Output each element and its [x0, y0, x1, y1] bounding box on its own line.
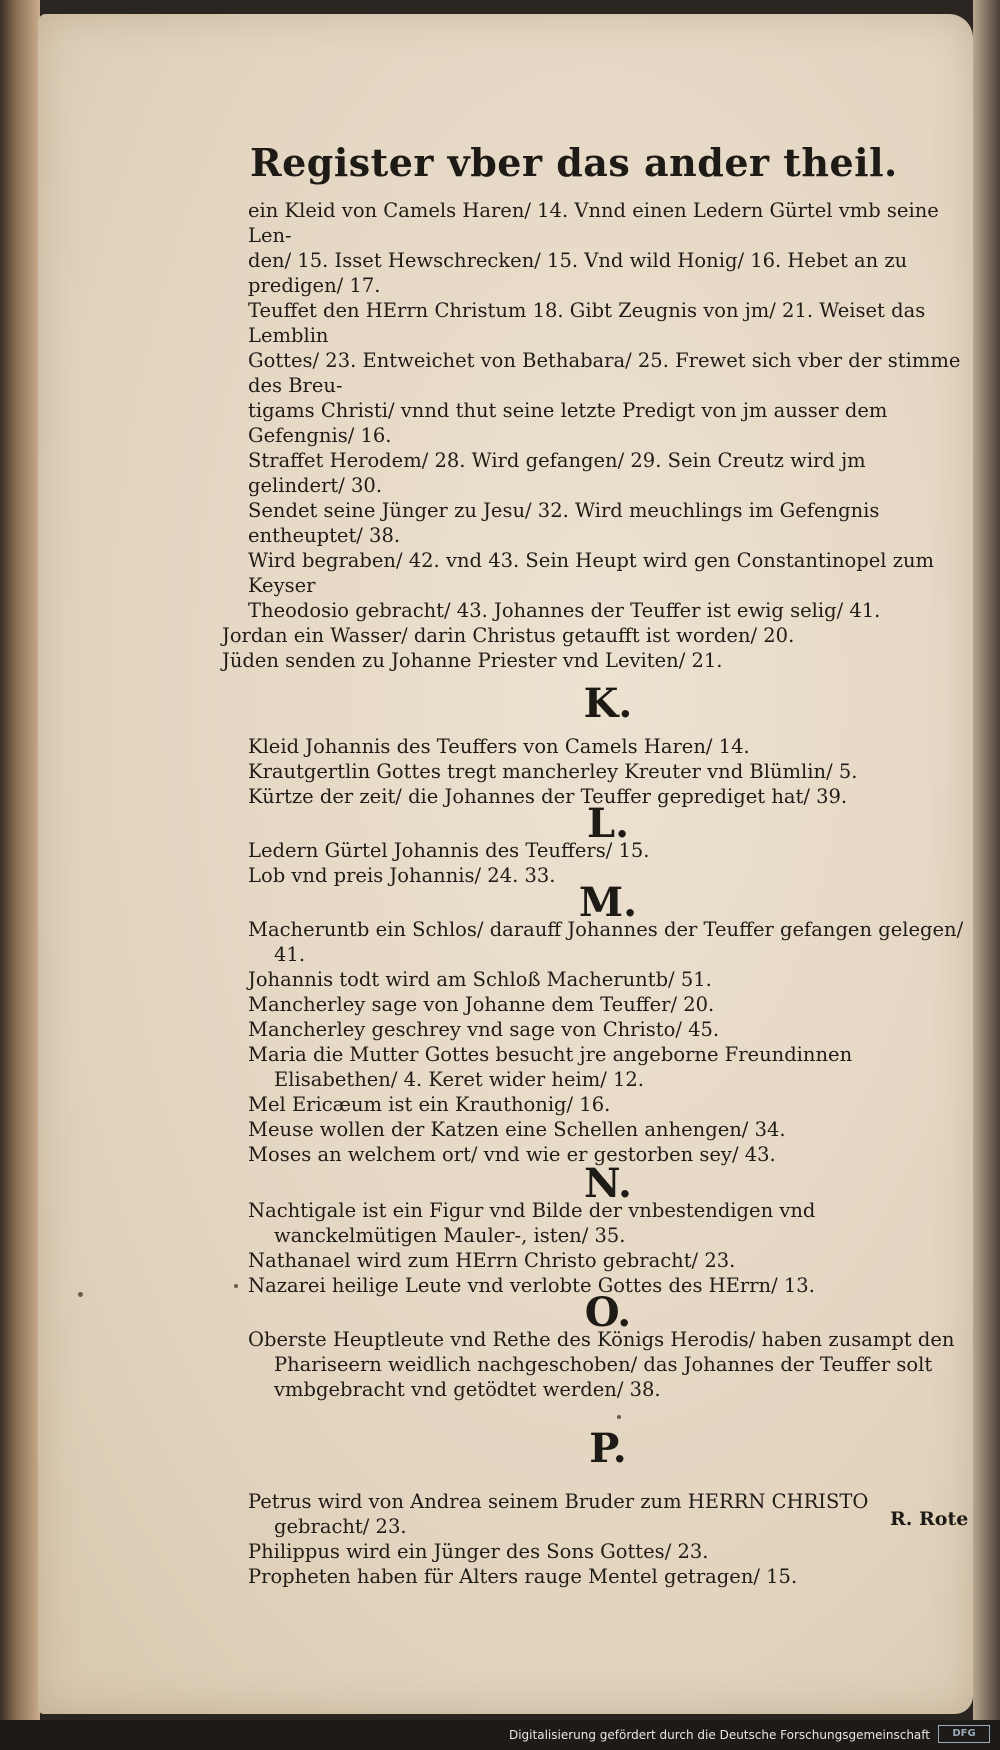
dfg-logo: DFG [938, 1725, 990, 1743]
register-entry: Mancherley geschrey vnd sage von Christo/ 45. [248, 1018, 720, 1041]
register-entry: Maria die Mutter Gottes besucht jre angeborne Freundinnen Elisabethen/ 4. Keret wider heim/ 12. [248, 1043, 853, 1091]
register-entry: Jüden senden zu Johanne Priester vnd Leviten/ 21. [222, 649, 723, 672]
continuation-line: den/ 15. Isset Hewschrecken/ 15. Vnd wild Honig/ 16. Hebet an zu predigen/ 17. [248, 249, 908, 297]
register-entry: Mancherley sage von Johanne dem Teuffer/ 20. [248, 993, 715, 1016]
continuation-line: Wird begraben/ 42. vnd 43. Sein Heupt wird gen Constantinopel zum Keyser [248, 549, 935, 597]
continuation-block [248, 198, 968, 623]
catchword: R. Rote [890, 1508, 969, 1530]
register-entry: Nazarei heilige Leute vnd verlobte Gottes des HErrn/ 13. [248, 1274, 815, 1297]
register-entry: Kleid Johannis des Teuffers von Camels Haren/ 14. [248, 735, 750, 758]
register-entry: Jordan ein Wasser/ darin Christus getaufft ist worden/ 20. [222, 624, 795, 647]
continuation-line: Teuffet den HErrn Christum 18. Gibt Zeugnis von jm/ 21. Weiset das Lemblin [248, 299, 926, 347]
continuation-line: tigams Christi/ vnnd thut seine letzte Predigt von jm ausser dem Gefengnis/ 16. [248, 399, 888, 447]
register-entry: Ledern Gürtel Johannis des Teuffers/ 15. [248, 839, 650, 862]
page-title: Register vber das ander theil. [250, 140, 898, 185]
register-entry: Nathanael wird zum HErrn Christo gebracht/ 23. [248, 1249, 736, 1272]
section-letter: O. [584, 1289, 632, 1336]
register-entry: Moses an welchem ort/ vnd wie er gestorben sey/ 43. [248, 1143, 776, 1166]
register-body [222, 198, 968, 1589]
section-letter: K. [583, 680, 633, 727]
continuation-line: ein Kleid von Camels Haren/ 14. Vnnd einen Ledern Gürtel vmb seine Len- [248, 199, 939, 247]
page-right-edge [973, 0, 1000, 1750]
section-letter: L. [586, 800, 630, 847]
continuation-line: Gottes/ 23. Entweichet von Bethabara/ 25. Frewet sich vber der stimme des Breu- [248, 349, 961, 397]
section-letter: P. [589, 1425, 627, 1472]
paper-speck [78, 1292, 83, 1297]
footer-credit: Digitalisierung gefördert durch die Deutsche Forschungsgemeinschaft [508, 1728, 930, 1742]
register-entry: Krautgertlin Gottes tregt mancherley Kreuter vnd Blümlin/ 5. [248, 760, 858, 783]
register-entry: Lob vnd preis Johannis/ 24. 33. [248, 864, 556, 887]
register-entry: Oberste Heuptleute vnd Rethe des Königs Herodis/ haben zusampt den Phariseern weidlich nachgeschoben/ das Johannes der Teuffer solt vmbgebracht vnd getödtet werden/ 38. [248, 1328, 955, 1401]
paper-speck [234, 1284, 238, 1288]
continuation-line: Sendet seine Jünger zu Jesu/ 32. Wird meuchlings im Gefengnis entheuptet/ 38. [248, 499, 880, 547]
register-entry: Philippus wird ein Jünger des Sons Gottes/ 23. [248, 1540, 709, 1563]
book-edge [0, 0, 40, 1750]
register-entry: Mel Ericæum ist ein Krauthonig/ 16. [248, 1093, 611, 1116]
register-entry: Meuse wollen der Katzen eine Schellen anhengen/ 34. [248, 1118, 786, 1141]
section-letter: N. [584, 1160, 632, 1207]
register-entry: Kürtze der zeit/ die Johannes der Teuffer geprediget hat/ 39. [248, 785, 848, 808]
register-entry: Propheten haben für Alters rauge Mentel getragen/ 15. [248, 1565, 798, 1588]
paper-speck [617, 1415, 621, 1419]
register-entry: Johannis todt wird am Schloß Macheruntb/ 51. [248, 968, 712, 991]
continuation-line: Theodosio gebracht/ 43. Johannes der Teuffer ist ewig selig/ 41. [248, 599, 881, 622]
register-entry: Macheruntb ein Schlos/ darauff Johannes der Teuffer gefangen gelegen/ 41. [248, 918, 964, 966]
continuation-line: Straffet Herodem/ 28. Wird gefangen/ 29. Sein Creutz wird jm gelindert/ 30. [248, 449, 866, 497]
register-entry: Nachtigale ist ein Figur vnd Bilde der vnbestendigen vnd wanckelmütigen Mauler-, isten/ 35. [248, 1199, 816, 1247]
section-letter: M. [578, 879, 638, 926]
register-entry: Petrus wird von Andrea seinem Bruder zum HERRN CHRISTO gebracht/ 23. [248, 1490, 869, 1538]
